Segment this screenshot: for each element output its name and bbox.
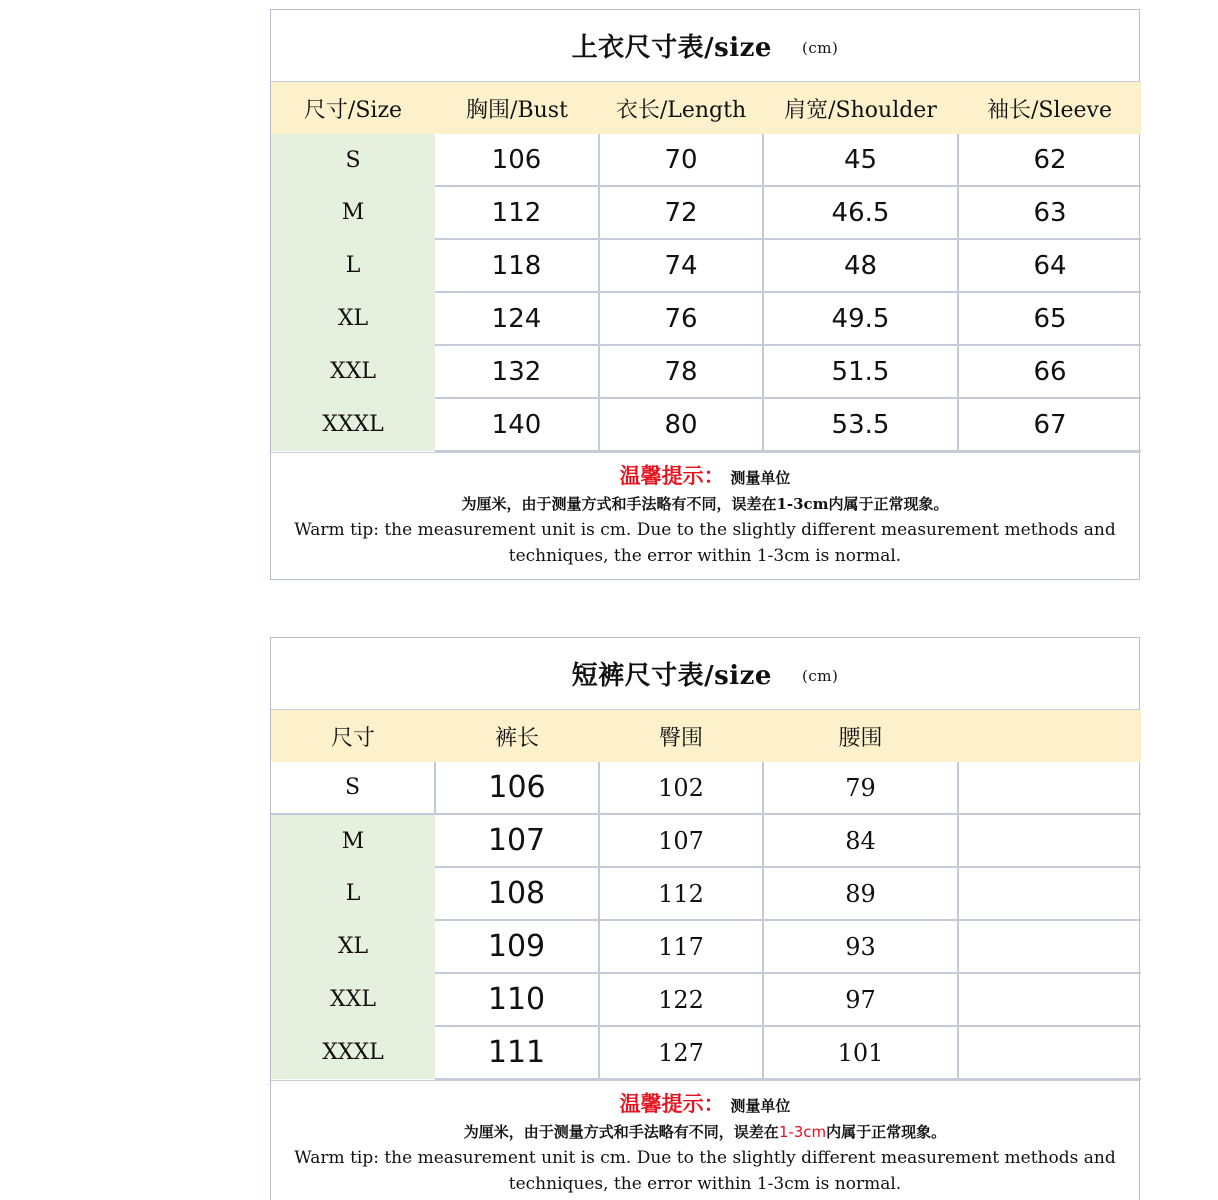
table-row	[271, 814, 1141, 867]
tip-chinese-text	[271, 1119, 1139, 1145]
table-row	[271, 186, 1141, 239]
shorts-chart-title: 短裤尺寸表/size	[571, 661, 772, 691]
size-cell: M	[271, 186, 435, 239]
size-cell: L	[271, 867, 435, 920]
tip-label: 温馨提示：	[619, 1091, 725, 1116]
pants-length-cell: 111	[435, 1026, 599, 1079]
shorts-chart-title-row	[271, 638, 1139, 710]
shorts-size-table	[271, 710, 1141, 1080]
tip-chinese-text-highlight: 1-3cm	[778, 1123, 827, 1141]
size-cell: XXXL	[271, 398, 435, 451]
size-cell: S	[271, 134, 435, 186]
hip-cell: 122	[599, 973, 763, 1026]
tip-chinese-text-a: 为厘米，由于测量方式和手法略有不同，误差在	[463, 1123, 779, 1141]
header-hip: 臀围	[599, 710, 763, 762]
hip-cell: 112	[599, 867, 763, 920]
table-row	[271, 1026, 1141, 1079]
bust-cell: 118	[435, 239, 599, 292]
header-sleeve: 袖长/Sleeve	[958, 82, 1141, 134]
shoulder-cell: 49.5	[763, 292, 958, 345]
bust-cell: 112	[435, 186, 599, 239]
sleeve-cell: 66	[958, 345, 1141, 398]
header-empty	[958, 710, 1141, 762]
length-cell: 78	[599, 345, 763, 398]
empty-cell	[958, 1026, 1141, 1079]
hip-cell: 117	[599, 920, 763, 973]
empty-cell	[958, 814, 1141, 867]
pants-length-cell: 106	[435, 762, 599, 814]
length-cell: 76	[599, 292, 763, 345]
tip-label: 温馨提示：	[619, 463, 725, 488]
shorts-size-chart	[270, 637, 1140, 1200]
size-cell: XL	[271, 292, 435, 345]
shoulder-cell: 48	[763, 239, 958, 292]
size-cell: XXL	[271, 973, 435, 1026]
header-pants-length: 裤长	[435, 710, 599, 762]
top-warm-tip	[271, 452, 1139, 569]
length-cell: 74	[599, 239, 763, 292]
sleeve-cell: 64	[958, 239, 1141, 292]
tip-english-text: Warm tip: the measurement unit is cm. Due to the slightly different measurement methods and techniques, the error within 1-3cm is normal.	[294, 1148, 1116, 1194]
size-cell: S	[271, 762, 435, 814]
tip-chinese-text: 为厘米，由于测量方式和手法略有不同，误差在1-3cm内属于正常现象。	[461, 495, 949, 513]
sleeve-cell: 62	[958, 134, 1141, 186]
waist-cell: 97	[763, 973, 958, 1026]
top-size-chart	[270, 9, 1140, 580]
pants-length-cell: 108	[435, 867, 599, 920]
waist-cell: 84	[763, 814, 958, 867]
table-row	[271, 398, 1141, 451]
shoulder-cell: 45	[763, 134, 958, 186]
sleeve-cell: 67	[958, 398, 1141, 451]
shoulder-cell: 51.5	[763, 345, 958, 398]
hip-cell: 102	[599, 762, 763, 814]
waist-cell: 93	[763, 920, 958, 973]
table-row	[271, 867, 1141, 920]
bust-cell: 106	[435, 134, 599, 186]
top-chart-title: 上衣尺寸表/size	[571, 33, 772, 63]
waist-cell: 79	[763, 762, 958, 814]
table-row	[271, 973, 1141, 1026]
size-cell: XXXL	[271, 1026, 435, 1079]
tip-label-after: 测量单位	[730, 469, 791, 487]
pants-length-cell: 107	[435, 814, 599, 867]
header-bust: 胸围/Bust	[435, 82, 599, 134]
size-cell: XL	[271, 920, 435, 973]
size-cell: M	[271, 814, 435, 867]
hip-cell: 127	[599, 1026, 763, 1079]
size-cell: XXL	[271, 345, 435, 398]
pants-length-cell: 109	[435, 920, 599, 973]
empty-cell	[958, 973, 1141, 1026]
empty-cell	[958, 867, 1141, 920]
table-row	[271, 292, 1141, 345]
waist-cell: 89	[763, 867, 958, 920]
tip-chinese-text-b: 内属于正常现象。	[826, 1123, 947, 1141]
shoulder-cell: 53.5	[763, 398, 958, 451]
table-header-row	[271, 82, 1141, 134]
waist-cell: 101	[763, 1026, 958, 1079]
table-row	[271, 762, 1141, 814]
top-size-table	[271, 82, 1141, 452]
empty-cell	[958, 762, 1141, 814]
pants-length-cell: 110	[435, 973, 599, 1026]
top-chart-title-row	[271, 10, 1139, 82]
header-size: 尺寸/Size	[271, 82, 435, 134]
shorts-warm-tip	[271, 1080, 1139, 1197]
size-cell: L	[271, 239, 435, 292]
length-cell: 72	[599, 186, 763, 239]
empty-cell	[958, 920, 1141, 973]
bust-cell: 124	[435, 292, 599, 345]
sleeve-cell: 65	[958, 292, 1141, 345]
header-length: 衣长/Length	[599, 82, 763, 134]
header-size: 尺寸	[271, 710, 435, 762]
bust-cell: 140	[435, 398, 599, 451]
bust-cell: 132	[435, 345, 599, 398]
header-shoulder: 肩宽/Shoulder	[763, 82, 958, 134]
shoulder-cell: 46.5	[763, 186, 958, 239]
length-cell: 70	[599, 134, 763, 186]
length-cell: 80	[599, 398, 763, 451]
table-header-row	[271, 710, 1141, 762]
hip-cell: 107	[599, 814, 763, 867]
table-row	[271, 239, 1141, 292]
top-chart-unit: (cm)	[801, 38, 839, 57]
table-row	[271, 920, 1141, 973]
shorts-chart-unit: (cm)	[801, 666, 839, 685]
table-row	[271, 345, 1141, 398]
tip-label-after: 测量单位	[730, 1097, 791, 1115]
tip-english-text: Warm tip: the measurement unit is cm. Due to the slightly different measurement methods and techniques, the error within 1-3cm is normal.	[294, 520, 1116, 566]
header-waist: 腰围	[763, 710, 958, 762]
sleeve-cell: 63	[958, 186, 1141, 239]
table-row	[271, 134, 1141, 186]
